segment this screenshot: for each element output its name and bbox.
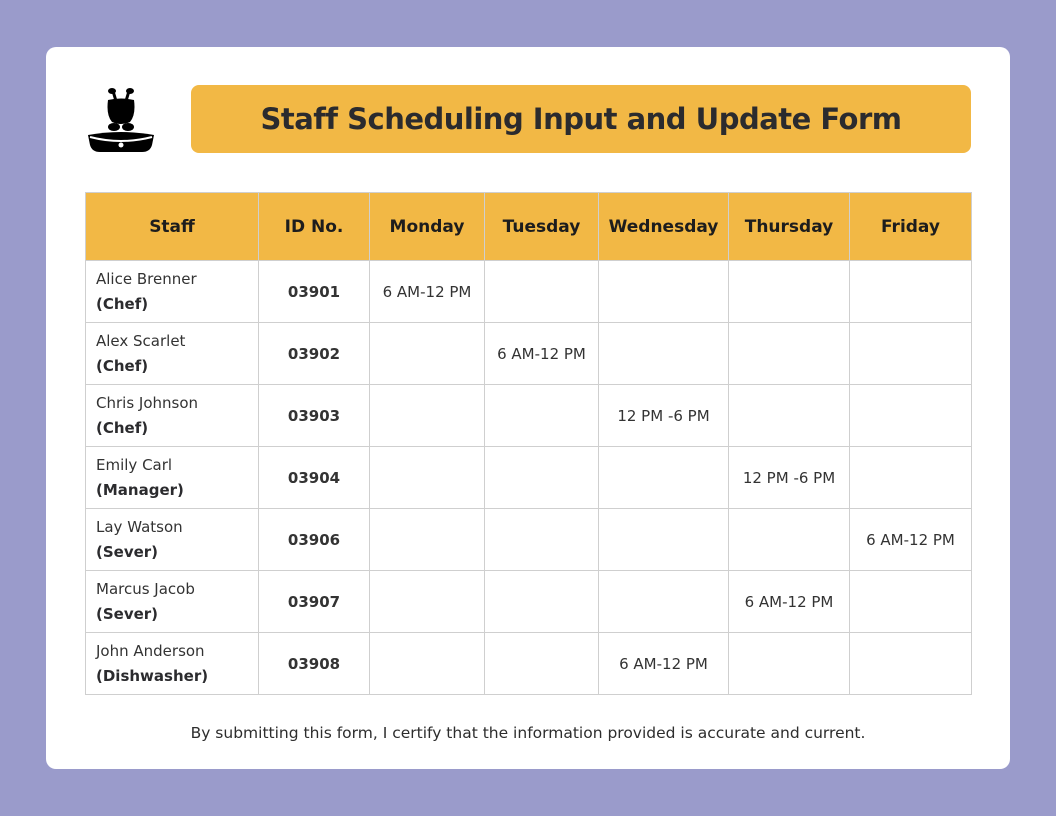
- friday-cell[interactable]: [850, 385, 972, 447]
- table-row: [86, 385, 972, 447]
- monday-cell[interactable]: [370, 633, 485, 695]
- staff-role: (Sever): [96, 542, 159, 561]
- table-header-row: [86, 193, 972, 261]
- staff-cell[interactable]: [86, 571, 259, 633]
- column-header-wednesday: Wednesday: [599, 193, 729, 261]
- column-header-monday: Monday: [370, 193, 485, 261]
- thursday-cell[interactable]: [729, 509, 850, 571]
- certification-note: By submitting this form, I certify that the information provided is accurate and current.: [190, 724, 866, 742]
- tuesday-cell[interactable]: [485, 261, 599, 323]
- id-cell[interactable]: 03902: [259, 323, 370, 385]
- thursday-cell[interactable]: 12 PM -6 PM: [729, 447, 850, 509]
- wednesday-cell[interactable]: 6 AM-12 PM: [599, 633, 729, 695]
- monday-cell[interactable]: 6 AM-12 PM: [370, 261, 485, 323]
- tuesday-cell[interactable]: [485, 633, 599, 695]
- schedule-table: [85, 192, 972, 695]
- title-banner: [191, 85, 971, 153]
- staff-role: (Sever): [96, 604, 159, 623]
- wednesday-cell[interactable]: [599, 323, 729, 385]
- friday-cell[interactable]: [850, 633, 972, 695]
- form-card: [46, 47, 1010, 769]
- id-cell[interactable]: 03903: [259, 385, 370, 447]
- table-row: [86, 323, 972, 385]
- friday-cell[interactable]: [850, 571, 972, 633]
- table-row: [86, 261, 972, 323]
- monday-cell[interactable]: [370, 571, 485, 633]
- monday-cell[interactable]: [370, 385, 485, 447]
- staff-name: John Anderson: [96, 641, 205, 660]
- column-header-thursday: Thursday: [729, 193, 850, 261]
- column-header-friday: Friday: [850, 193, 972, 261]
- staff-name: Emily Carl: [96, 455, 173, 474]
- tuesday-cell[interactable]: [485, 447, 599, 509]
- id-cell[interactable]: 03908: [259, 633, 370, 695]
- wednesday-cell[interactable]: 12 PM -6 PM: [599, 385, 729, 447]
- friday-cell[interactable]: [850, 323, 972, 385]
- staff-name: Alice Brenner: [96, 269, 197, 288]
- column-header-staff: Staff: [86, 193, 259, 261]
- thursday-cell[interactable]: [729, 323, 850, 385]
- table-row: [86, 447, 972, 509]
- table-row: [86, 571, 972, 633]
- monday-cell[interactable]: [370, 447, 485, 509]
- staff-name: Chris Johnson: [96, 393, 199, 412]
- staff-name: Alex Scarlet: [96, 331, 186, 350]
- thursday-cell[interactable]: [729, 385, 850, 447]
- staff-cell[interactable]: [86, 509, 259, 571]
- tuesday-cell[interactable]: [485, 509, 599, 571]
- table-row: [86, 633, 972, 695]
- friday-cell[interactable]: 6 AM-12 PM: [850, 509, 972, 571]
- staff-role: (Chef): [96, 418, 149, 437]
- id-cell[interactable]: 03907: [259, 571, 370, 633]
- table-row: [86, 509, 972, 571]
- id-cell[interactable]: 03904: [259, 447, 370, 509]
- tv-robot-mascot-icon: [86, 85, 156, 155]
- column-header-id: ID No.: [259, 193, 370, 261]
- tuesday-cell[interactable]: [485, 571, 599, 633]
- id-cell[interactable]: 03906: [259, 509, 370, 571]
- column-header-tuesday: Tuesday: [485, 193, 599, 261]
- staff-name: Marcus Jacob: [96, 579, 195, 598]
- friday-cell[interactable]: [850, 447, 972, 509]
- staff-cell[interactable]: [86, 385, 259, 447]
- staff-cell[interactable]: [86, 447, 259, 509]
- wednesday-cell[interactable]: [599, 447, 729, 509]
- staff-role: (Chef): [96, 356, 149, 375]
- staff-name: Lay Watson: [96, 517, 183, 536]
- staff-role: (Chef): [96, 294, 149, 313]
- tuesday-cell[interactable]: 6 AM-12 PM: [485, 323, 599, 385]
- page-title: Staff Scheduling Input and Update Form: [260, 102, 902, 136]
- staff-cell[interactable]: [86, 323, 259, 385]
- thursday-cell[interactable]: [729, 261, 850, 323]
- staff-cell[interactable]: [86, 261, 259, 323]
- staff-role: (Dishwasher): [96, 666, 209, 685]
- wednesday-cell[interactable]: [599, 571, 729, 633]
- staff-role: (Manager): [96, 480, 184, 499]
- id-cell[interactable]: 03901: [259, 261, 370, 323]
- tuesday-cell[interactable]: [485, 385, 599, 447]
- wednesday-cell[interactable]: [599, 261, 729, 323]
- thursday-cell[interactable]: 6 AM-12 PM: [729, 571, 850, 633]
- thursday-cell[interactable]: [729, 633, 850, 695]
- monday-cell[interactable]: [370, 509, 485, 571]
- monday-cell[interactable]: [370, 323, 485, 385]
- friday-cell[interactable]: [850, 261, 972, 323]
- staff-cell[interactable]: [86, 633, 259, 695]
- wednesday-cell[interactable]: [599, 509, 729, 571]
